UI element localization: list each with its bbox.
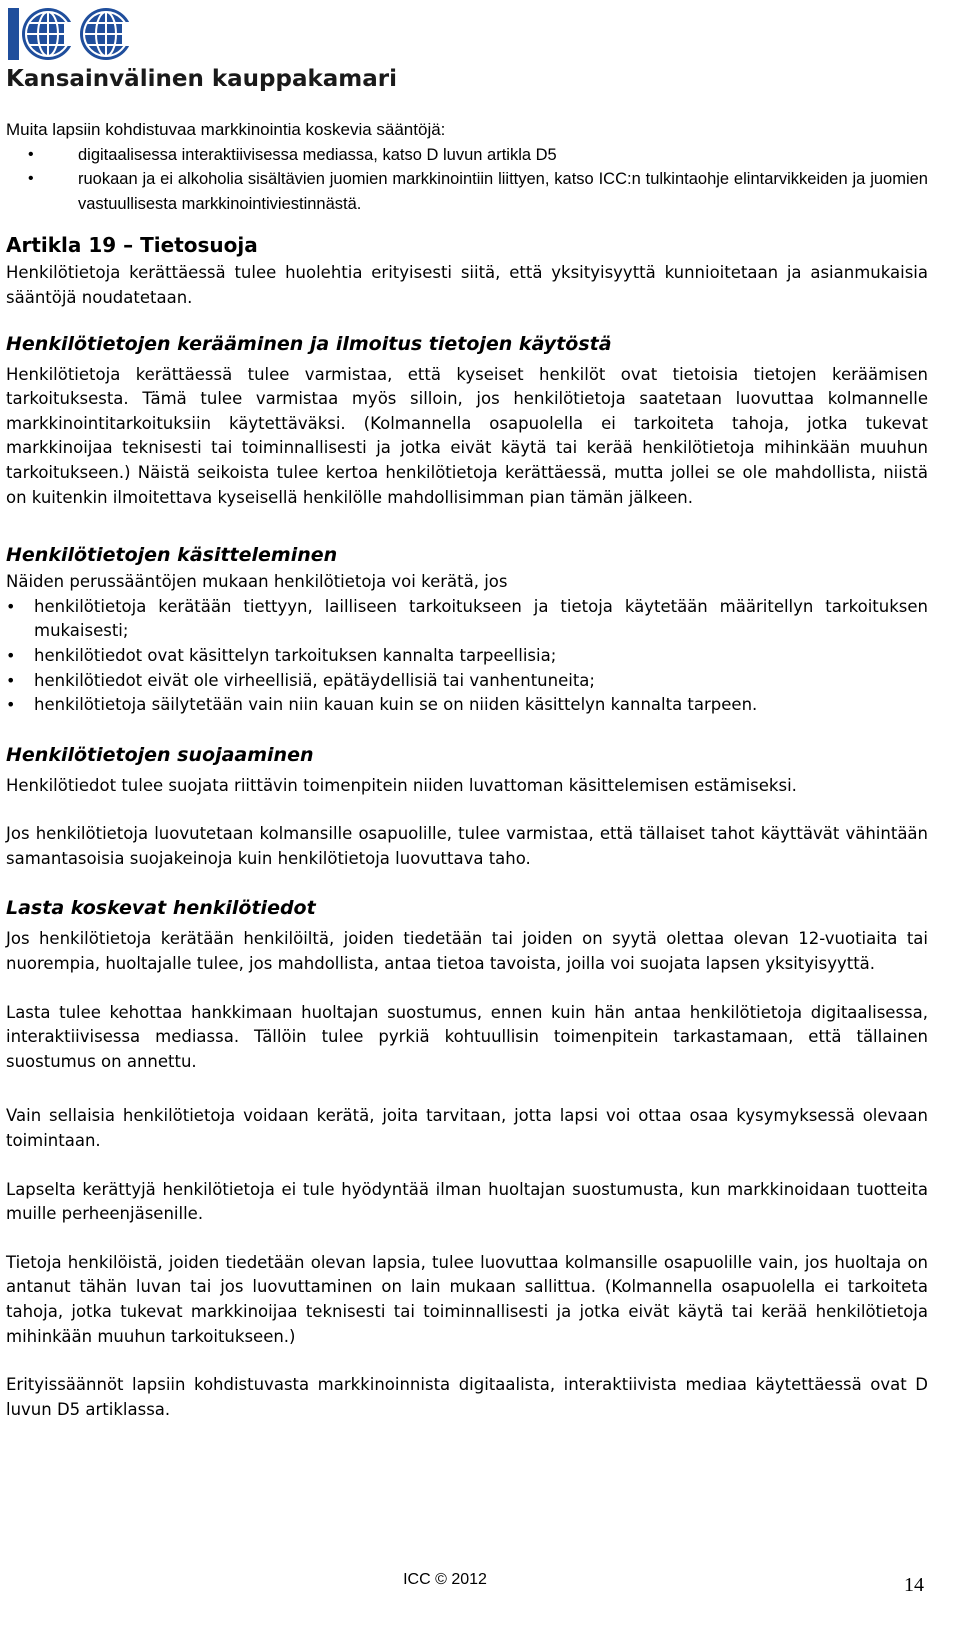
intro-list	[6, 143, 928, 217]
list-item: • henkilötietoja säilytetään vain niin kauan kuin se on niiden käsittelyn kannalta tarpeen.	[6, 693, 928, 718]
children-paragraph: Vain sellaisia henkilötietoja voidaan kerätä, joita tarvitaan, jotta lapsi voi ottaa osaa kysymyksessä olevaan toimintaan.	[6, 1106, 928, 1151]
list-item: • henkilötiedot eivät ole virheellisiä, epätäydellisiä tai vanhentuneita;	[6, 669, 928, 694]
list-item: • digitaalisessa interaktiivisessa mediassa, katso D luvun artikla D5	[6, 143, 928, 168]
article-intro: Henkilötietoja kerättäessä tulee huolehtia erityisesti siitä, että yksityisyyttä kunnioitetaan ja asianmukaisia sääntöjä noudatetaan.	[6, 263, 928, 307]
processing-lead: Näiden perussääntöjen mukaan henkilötietoja voi kerätä, jos	[6, 572, 508, 592]
intro-lead: Muita lapsiin kohdistuvaa markkinointia koskevia sääntöjä:	[6, 120, 446, 139]
article-title: Artikla 19 – Tietosuoja	[6, 233, 258, 258]
protection-paragraph: Henkilötiedot tulee suojata riittävin toimenpitein niiden luvattoman käsittelemisen estämiseksi.	[6, 775, 797, 795]
children-paragraph: Tietoja henkilöistä, joiden tiedetään olevan lapsia, tulee luovuttaa kolmansille osapuolille vain, jos huoltaja on antanut tähän luvan tai jos luovuttaminen on lain mukaan sallittua. (Kolmannella osapuolella ei tarkoiteta tahoja, jotka tukevat markkinoijaa teknisesti tai toiminnallisesti ja jotka eivät käytä tai kerää henkilötietoja mihinkään muuhun tarkoitukseen.)	[6, 1252, 928, 1346]
protection-paragraph: Jos henkilötietoja luovutetaan kolmansille osapuolille, tulee varmistaa, että tällaiset tahot käyttävät vähintään samantasoisia suojakeinoja kuin henkilötietoja luovuttava taho.	[6, 824, 928, 868]
footer-copyright: ICC © 2012	[403, 1571, 487, 1588]
children-paragraph: Lasta tulee kehottaa hankkimaan huoltajan suostumus, ennen kuin hän antaa henkilötietoja digitaalisessa, interaktiivisessa mediassa. Tällöin tulee pyrkiä kohtuullisin toimenpitein tarkastamaan, että tällainen suostumus on annettu.	[6, 1002, 928, 1071]
page-content	[6, 118, 928, 1422]
children-paragraph: Lapselta kerättyjä henkilötietoja ei tule hyödyntää ilman huoltajan suostumusta, kun markkinoidaan tuotteita muille perheenjäsenille.	[6, 1179, 928, 1224]
list-item: • henkilötiedot ovat käsittelyn tarkoituksen kannalta tarpeellisia;	[6, 644, 928, 669]
children-paragraph: Jos henkilötietoja kerätään henkilöiltä, joiden tiedetään tai joiden on syytä olettaa olevan 12-vuotiaita tai nuorempia, huoltajalle tulee, jos mahdollista, antaa tietoa tavoista, joilla voi suojata lapsen yksityisyyttä.	[6, 929, 928, 974]
list-item: • ruokaan ja ei alkoholia sisältävien juomien markkinointiin liittyen, katso ICC:n tulkintaohje elintarvikkeiden ja juomien vastuullisesta markkinointiviestinnästä.	[6, 167, 928, 216]
icc-logo-graphic	[6, 4, 138, 64]
processing-list	[6, 595, 928, 718]
processing-heading: Henkilötietojen käsitteleminen	[6, 544, 338, 567]
icc-logo	[6, 4, 138, 64]
protection-heading: Henkilötietojen suojaaminen	[6, 743, 314, 766]
organization-name: Kansainvälinen kauppakamari	[6, 66, 397, 92]
children-heading: Lasta koskevat henkilötiedot	[6, 897, 316, 920]
page-number: 14	[904, 1574, 924, 1596]
collection-heading: Henkilötietojen kerääminen ja ilmoitus tietojen käytöstä	[6, 332, 612, 355]
collection-text: Henkilötietoja kerättäessä tulee varmistaa, että kyseiset henkilöt ovat tietoisia tietojen keräämisen tarkoituksesta. Tämä tulee varmistaa myös silloin, jos henkilötietoja saatetaan luovuttaa kolmannelle markkinointitarkoituksiin käytettäväksi. (Kolmannella osapuolella ei tarkoiteta tahoja, jotka tukevat markkinoijaa teknisesti tai toiminnallisesti ja jotka eivät käytä tai kerää henkilötietoja mihinkään muuhun tarkoitukseen.) Näistä seikoista tulee kertoa henkilötietoja kerättäessä, mutta jollei se ole mahdollista, niistä on kuitenkin ilmoitettava kyseisellä henkilölle mahdollisimman pian tämän jälkeen.	[6, 364, 928, 507]
children-paragraph: Erityissäännöt lapsiin kohdistuvasta markkinoinnista digitaalista, interaktiivista mediaa käytettäessä ovat D luvun D5 artiklassa.	[6, 1375, 928, 1419]
list-item: • henkilötietoja kerätään tiettyyn, lailliseen tarkoitukseen ja tietoja käytetään määritellyn tarkoituksen mukaisesti;	[6, 595, 928, 644]
